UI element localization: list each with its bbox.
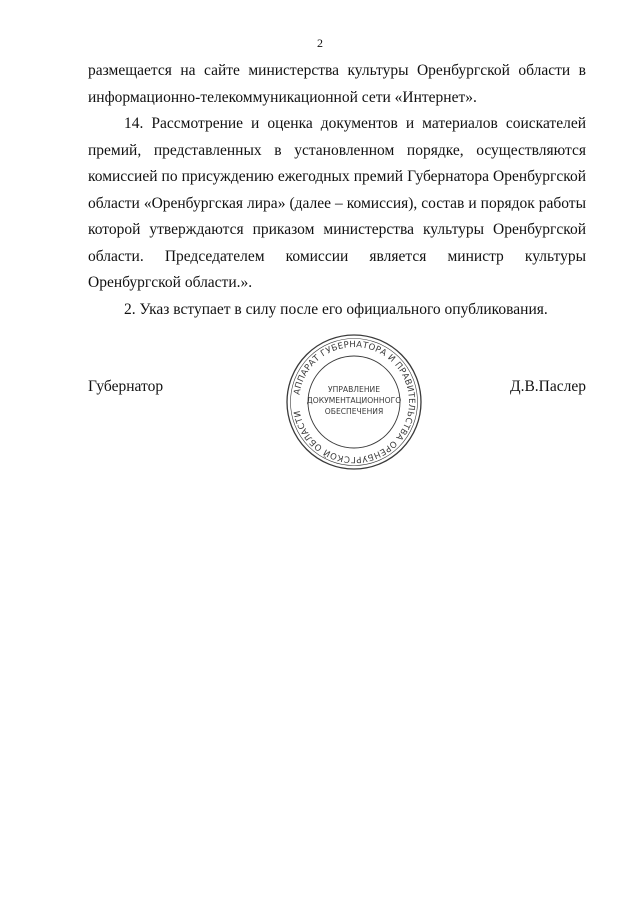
official-seal-stamp	[284, 332, 424, 472]
paragraph-item-14: 14. Рассмотрение и оценка документов и материалов соискателей премий, представленных в установленном порядке, осуществляются комиссией по присуждению ежегодных премий Губернатора Оренбургской области «Оренбургская лира» (далее – комиссия), состав и порядок работы которой утверждаются приказом министерства культуры Оренбургской области. Председателем комиссии является министр культуры Оренбургской области.».	[88, 115, 586, 291]
seal-center-line-3: ОБЕСПЕЧЕНИЯ	[324, 407, 384, 416]
seal-ring-text: АППАРАТ ГУБЕРНАТОРА И ПРАВИТЕЛЬСТВА ОРЕНБУРГСКОЙ ОБЛАСТИ	[292, 339, 417, 465]
page-number: 2	[317, 36, 323, 50]
paragraph-item-2: 2. Указ вступает в силу после его официального опубликования.	[124, 300, 548, 318]
document-body	[88, 58, 586, 323]
seal-center-line-1: УПРАВЛЕНИЕ	[327, 385, 381, 394]
signatory-position: Губернатор	[88, 378, 164, 395]
seal-center-line-2: ДОКУМЕНТАЦИОННОГО	[306, 396, 402, 405]
paragraph-continuation: размещается на сайте министерства культуры Оренбургской области в информационно-телекоммуникационной сети «Интернет».	[88, 62, 586, 106]
signatory-name: Д.В.Паслер	[510, 378, 586, 395]
